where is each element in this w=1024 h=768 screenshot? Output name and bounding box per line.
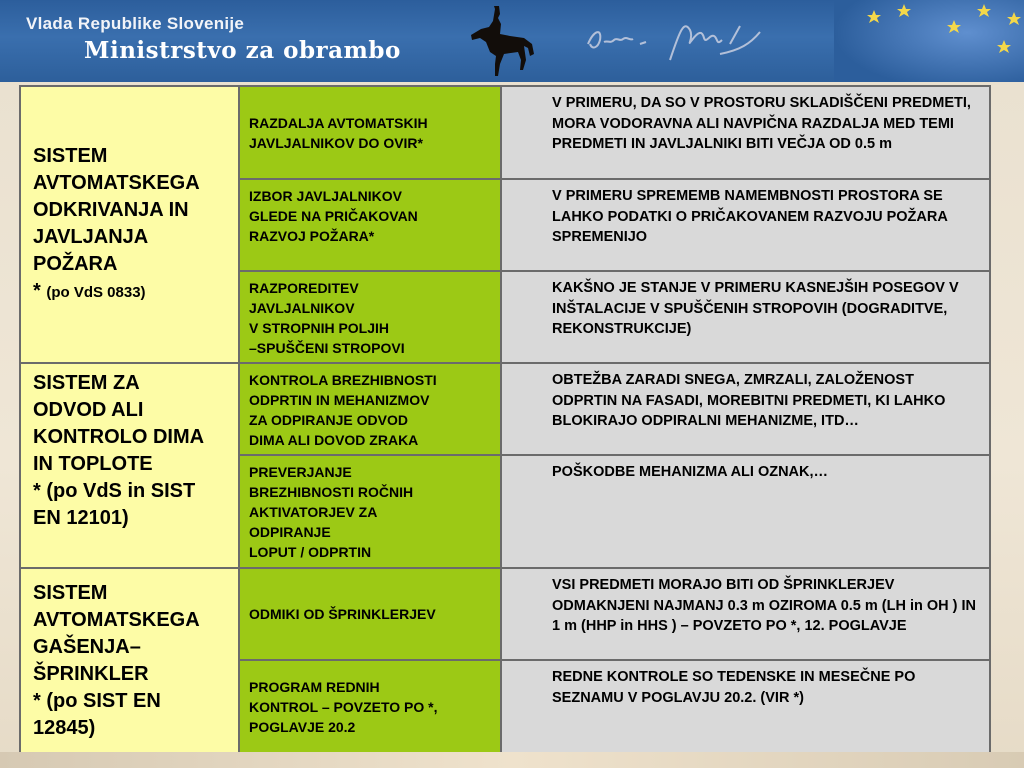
note-text: KAKŠNO JE STANJE V PRIMERU KASNEJŠIH POSEGOV V INŠTALACIJE V SPUŠČENIH STROPOVIH (DOGRADITVE, REKONSTRUKCIJE) (552, 280, 959, 337)
item-cell (239, 86, 501, 179)
category-cell (20, 363, 239, 568)
item-text: PREVERJANJE BREZHIBNOSTI ROČNIH AKTIVATORJEV ZA ODPIRANJE LOPUT / ODPRTIN (249, 464, 414, 560)
note-text: OBTEŽBA ZARADI SNEGA, ZMRZALI, ZALOŽENOST ODPRTIN NA FASADI, MOREBITNI PREDMETI, KI LAHKO BLOKIRAJO ODPIRALNI MEHANIZME, ITD… (552, 372, 946, 429)
category-note-prefix: * (33, 280, 47, 302)
item-text: PROGRAM REDNIH KONTROL – POVZETO PO *, POGLAVJE 20.2 (249, 679, 438, 735)
ministry-title: Ministrstvo za obrambo (84, 37, 401, 64)
table-row (20, 363, 990, 455)
item-text: ODMIKI OD ŠPRINKLERJEV (249, 606, 436, 622)
item-cell (239, 455, 501, 568)
category-note: (po VdS 0833) (46, 284, 146, 301)
item-text: RAZDALJA AVTOMATSKIH JAVLJALNIKOV DO OVIR* (249, 114, 428, 151)
note-cell (501, 179, 990, 271)
item-text: RAZPOREDITEV JAVLJALNIKOV V STROPNIH POLJIH –SPUŠČENI STROPOVI (249, 280, 405, 356)
bottom-decoration (0, 752, 1024, 768)
item-cell (239, 179, 501, 271)
item-cell (239, 568, 501, 660)
note-text: POŠKODBE MEHANIZMA ALI OZNAK,… (552, 464, 829, 480)
item-cell (239, 363, 501, 455)
category-title: SISTEM AVTOMATSKEGA ODKRIVANJA IN JAVLJANJA POŽARA (33, 145, 200, 275)
note-text: VSI PREDMETI MORAJO BITI OD ŠPRINKLERJEV ODMAKNJENI NAJMANJ 0.3 m OZIROMA 0.5 m (LH in OH ) IN 1 m (HHP in HHS ) – POVZETO PO *, 12. POGLAVJE (552, 577, 977, 634)
table-row (20, 568, 990, 660)
category-cell (20, 568, 239, 754)
note-cell (501, 568, 990, 660)
government-title: Vlada Republike Slovenije (26, 14, 245, 33)
maintenance-table (19, 85, 991, 755)
note-cell (501, 455, 990, 568)
maintenance-table-container (19, 85, 989, 753)
table-row (20, 86, 990, 179)
item-cell (239, 660, 501, 754)
note-cell (501, 271, 990, 363)
note-cell (501, 86, 990, 179)
item-text: IZBOR JAVLJALNIKOV GLEDE NA PRIČAKOVAN RAZVOJ POŽARA* (249, 188, 418, 244)
category-cell (20, 86, 239, 363)
note-cell (501, 363, 990, 455)
note-cell (501, 660, 990, 754)
category-title: SISTEM AVTOMATSKEGA GAŠENJA– ŠPRINKLER * (po SIST EN 12845) (33, 582, 200, 739)
category-title: SISTEM ZA ODVOD ALI KONTROLO DIMA IN TOPLOTE * (po VdS in SIST EN 12101) (33, 372, 205, 529)
equestrian-statue-logo (446, 4, 546, 82)
header-banner (0, 0, 1024, 82)
note-text: V PRIMERU SPREMEMB NAMEMBNOSTI PROSTORA SE LAHKO PODATKI O PRIČAKOVANEM RAZVOJU POŽARA SPREMENIJO (552, 188, 948, 245)
eu-stars-decoration (834, 0, 1024, 82)
signature-image (580, 14, 780, 70)
item-cell (239, 271, 501, 363)
note-text: REDNE KONTROLE SO TEDENSKE IN MESEČNE PO SEZNAMU V POGLAVJU 20.2. (VIR *) (552, 669, 916, 706)
note-text: V PRIMERU, DA SO V PROSTORU SKLADIŠČENI PREDMETI, MORA VODORAVNA ALI NAVPIČNA RAZDALJA MED TEMI PREDMETI IN JAVLJALNIKI BITI VEČJA OD 0.5 m (552, 95, 971, 152)
item-text: KONTROLA BREZHIBNOSTI ODPRTIN IN MEHANIZMOV ZA ODPIRANJE ODVOD DIMA ALI DOVOD ZRAKA (249, 372, 437, 448)
